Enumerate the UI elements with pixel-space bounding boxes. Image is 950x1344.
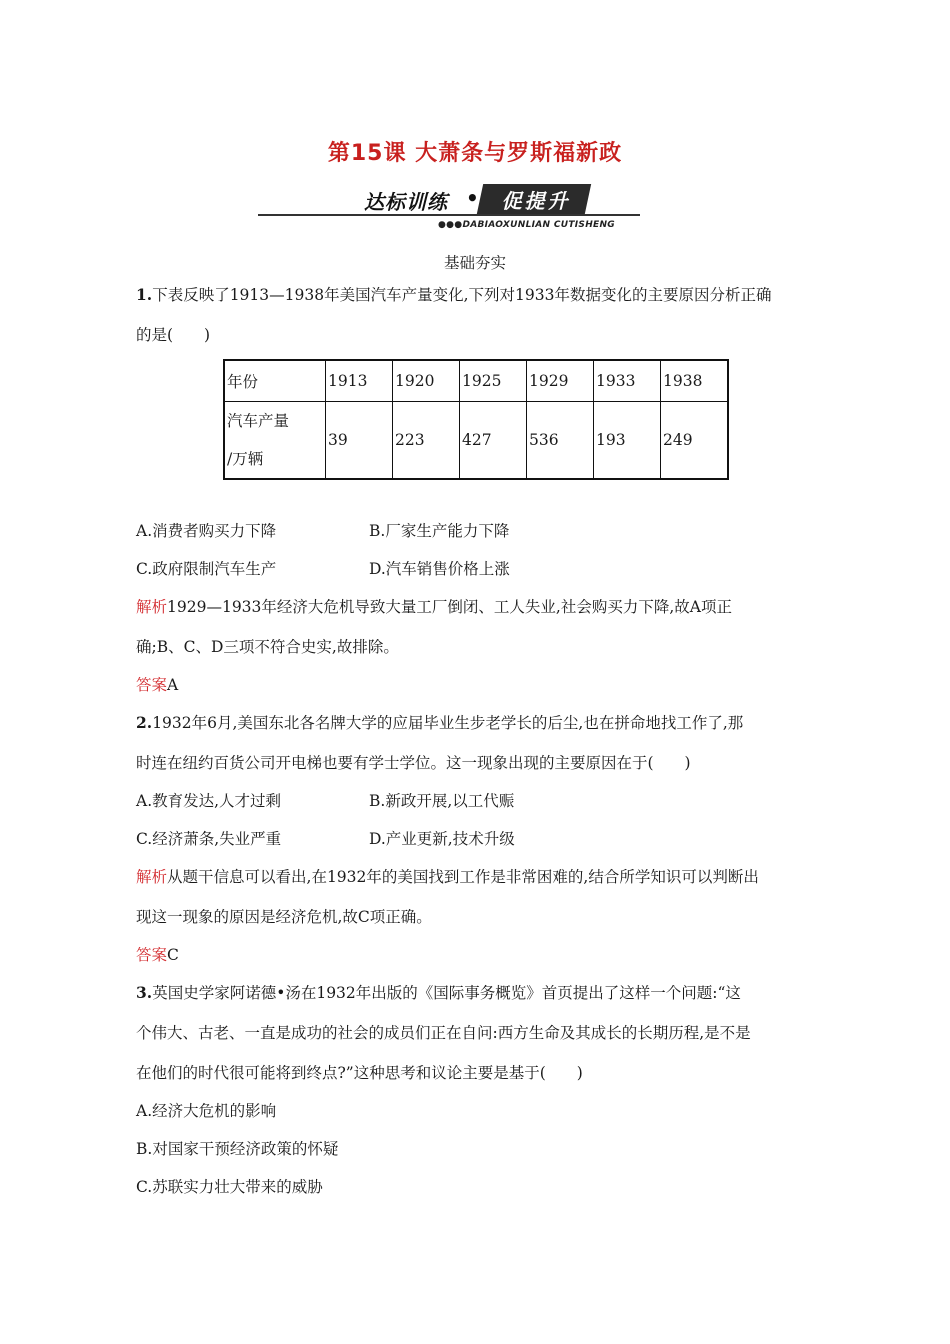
table-row [224, 360, 728, 402]
q1-line1 [136, 285, 771, 305]
section-heading: 基础夯实 [443, 254, 506, 272]
banner-dot: • [466, 186, 479, 210]
q1-number: 1. [136, 285, 153, 304]
q2-analysis-line2: 现这一现象的原因是经济危机,故C项正确。 [136, 908, 432, 926]
q3-line1 [136, 983, 741, 1003]
car-production-table [223, 359, 729, 480]
q2-analysis-text1: 从题干信息可以看出,在1932年的美国找到工作是非常困难的,结合所学知识可以判断出 [167, 868, 759, 886]
table-cell: 223 [393, 402, 460, 480]
q2-analysis-label: 解析 [136, 868, 168, 886]
table-header-year: 年份 [224, 360, 326, 402]
table-cell: 1938 [661, 360, 729, 402]
table-cell: 249 [661, 402, 729, 480]
q1-option-b: B.厂家生产能力下降 [369, 522, 510, 540]
table-cell: 193 [594, 402, 661, 480]
q3-text1: 英国史学家阿诺德•汤在1932年出版的《国际事务概览》首页提出了这样一个问题:“这 [152, 984, 741, 1002]
q3-option-c: C.苏联实力壮大带来的威胁 [136, 1178, 323, 1196]
q3-line3: 在他们的时代很可能将到终点?”这种思考和议论主要是基于( ) [136, 1064, 583, 1082]
q2-option-a: A.教育发达,人才过剩 [136, 792, 282, 810]
table-header-output [224, 402, 326, 480]
q1-answer-value: A [167, 676, 179, 694]
q2-answer-value: C [167, 946, 179, 964]
q2-option-b: B.新政开展,以工代赈 [369, 792, 515, 810]
q2-option-d: D.产业更新,技术升级 [369, 830, 515, 848]
q2-option-c: C.经济萧条,失业严重 [136, 830, 282, 848]
lesson-title: 第15课 大萧条与罗斯福新政 [327, 141, 623, 166]
section-banner [258, 184, 640, 234]
q2-analysis-line1 [136, 867, 759, 887]
table-row [224, 402, 728, 480]
q1-line2: 的是( ) [136, 326, 211, 344]
table-cell: 1933 [594, 360, 661, 402]
q1-option-d: D.汽车销售价格上涨 [369, 560, 510, 578]
table-header-output-b: /万辆 [227, 450, 264, 468]
q1-analysis-line1 [136, 597, 732, 617]
table-header-output-a: 汽车产量 [227, 412, 290, 430]
banner-subtitle: ●●●DABIAOXUNLIAN CUTISHENG [438, 220, 615, 230]
q2-line2: 时连在纽约百货公司开电梯也要有学士学位。这一现象出现的主要原因在于( ) [136, 754, 691, 772]
q1-answer [136, 675, 178, 695]
banner-left-text: 达标训练 [364, 190, 448, 214]
table-cell: 1920 [393, 360, 460, 402]
q2-answer-label: 答案 [136, 946, 168, 964]
q3-option-a: A.经济大危机的影响 [136, 1102, 277, 1120]
table-cell: 1925 [460, 360, 527, 402]
q1-text1: 下表反映了1913—1938年美国汽车产量变化,下列对1933年数据变化的主要原因分析正确 [152, 286, 772, 304]
q3-line2: 个伟大、古老、一直是成功的社会的成员们正在自问:西方生命及其成长的长期历程,是不是 [136, 1024, 751, 1042]
q1-analysis-label: 解析 [136, 598, 168, 616]
q3-number: 3. [136, 983, 153, 1002]
banner-underline [258, 214, 640, 216]
q2-text1: 1932年6月,美国东北各名牌大学的应届毕业生步老学长的后尘,也在拼命地找工作了,那 [152, 714, 744, 732]
q2-answer [136, 945, 179, 965]
q2-number: 2. [136, 713, 153, 732]
banner-right-text: 促提升 [501, 189, 571, 213]
q1-analysis-text1: 1929—1933年经济大危机导致大量工厂倒闭、工人失业,社会购买力下降,故A项正 [167, 598, 732, 616]
q1-option-c: C.政府限制汽车生产 [136, 560, 277, 578]
table-cell: 1929 [527, 360, 594, 402]
table-cell: 536 [527, 402, 594, 480]
table-cell: 1913 [326, 360, 393, 402]
q2-line1 [136, 713, 743, 733]
q3-option-b: B.对国家干预经济政策的怀疑 [136, 1140, 339, 1158]
table-cell: 39 [326, 402, 393, 480]
q1-analysis-line2: 确;B、C、D三项不符合史实,故排除。 [136, 638, 399, 656]
table-cell: 427 [460, 402, 527, 480]
q1-option-a: A.消费者购买力下降 [136, 522, 277, 540]
q1-answer-label: 答案 [136, 676, 168, 694]
